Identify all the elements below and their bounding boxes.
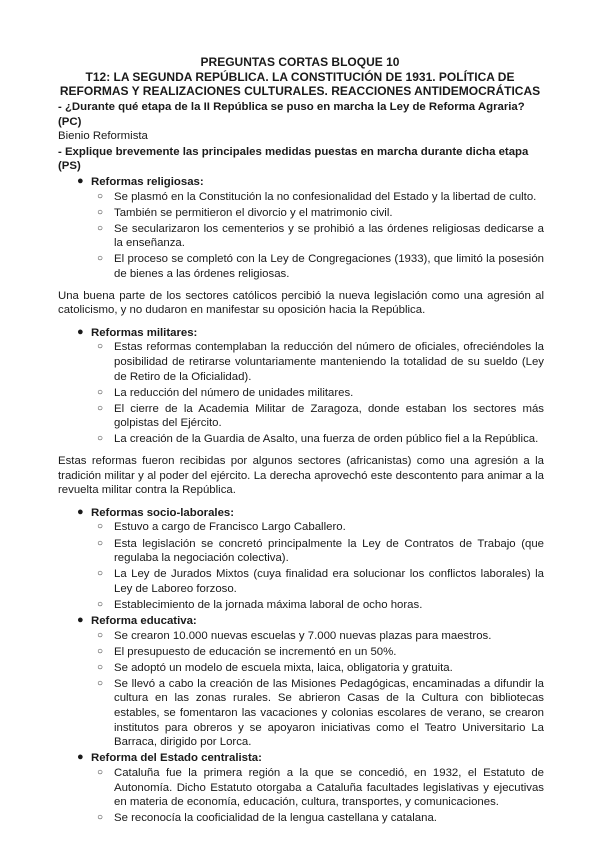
circle-bullet-icon: ○ — [97, 222, 104, 234]
section-title: Reformas socio-laborales: — [91, 506, 235, 519]
list-item: ○ La reducción del número de unidades militares. — [97, 386, 354, 399]
bullet-icon: ● — [77, 174, 84, 187]
circle-bullet-icon: ○ — [97, 598, 104, 610]
section-title: Reforma educativa: — [91, 615, 197, 627]
section-religious — [58, 175, 544, 318]
list-item: ○ Se adoptó un modelo de escuela mixta, laica, obligatoria y gratuita. — [97, 661, 453, 674]
list-item: ○ También se permitieron el divorcio y el matrimonio civil. — [97, 206, 393, 219]
section-items — [91, 340, 544, 447]
bullet-icon: ● — [77, 751, 84, 764]
circle-bullet-icon: ○ — [97, 677, 104, 689]
list-item: ○ Estuvo a cargo de Francisco Largo Caballero. — [97, 521, 346, 534]
measures-list — [58, 175, 544, 826]
question-2: - Explique brevemente las principales medidas puestas en marcha durante dicha etapa (PS) — [58, 145, 529, 173]
list-item: ○ La creación de la Guardia de Asalto, una fuerza de orden público fiel a la República. — [97, 433, 539, 446]
section-education — [58, 614, 544, 750]
bullet-icon: ● — [77, 505, 84, 518]
answer-1: Bienio Reformista — [58, 130, 148, 143]
circle-bullet-icon: ○ — [97, 253, 104, 265]
circle-bullet-icon: ○ — [97, 537, 104, 549]
header-topic-line-2: REFORMAS Y REALIZACIONES CULTURALES. REACCIONES ANTIDEMOCRÁTICAS — [59, 84, 541, 98]
list-item: ○ La Ley de Jurados Mixtos (cuya finalidad era solucionar los conflictos laborales) la Ley de Laboreo forzoso. — [97, 568, 544, 595]
circle-bullet-icon: ○ — [97, 766, 104, 778]
circle-bullet-icon: ○ — [97, 402, 104, 414]
list-item: ○ Se llevó a cabo la creación de las Misiones Pedagógicas, encaminadas a difundir la cultura en las zonas rurales. Se abrieron Casas de la Cultura con bibliotecas estables, se fomentaron las vacaciones y colonias escolares de verano, se crearon institutos para obreros y se apoyaron iniciativas como el Teatro Universitario La Barraca, dirigido por Lorca. — [97, 677, 544, 749]
list-item: ○ El cierre de la Academia Militar de Zaragoza, donde estaban los sectores más golpistas del Ejército. — [97, 402, 544, 430]
section-title: Reformas religiosas: — [91, 175, 204, 188]
circle-bullet-icon: ○ — [97, 190, 104, 202]
circle-bullet-icon: ○ — [97, 568, 104, 580]
section-centralist-state — [58, 751, 544, 825]
section-paragraph: Una buena parte de los sectores católicos percibió la nueva legislación como una agresión al catolicismo, y no dudaron en manifestar su oposición hacia la República. — [58, 289, 544, 317]
section-title: Reformas militares: — [91, 326, 198, 339]
list-item: ○ Esta legislación se concretó principalmente la Ley de Contratos de Trabajo (que regulaba la negociación colectiva). — [97, 537, 544, 565]
document-header — [0, 55, 600, 99]
circle-bullet-icon: ○ — [97, 812, 104, 824]
list-item: ○ Cataluña fue la primera región a la que se concedió, en 1932, el Estatuto de Autonomía. Dicho Estatuto otorgaba a Cataluña facultades legislativas y ejecutivas en materia de economía, educación, cultura, transportes, y comunicaciones. — [97, 766, 544, 809]
section-title: Reforma del Estado centralista: — [91, 752, 262, 765]
section-paragraph: Estas reformas fueron recibidas por algunos sectores (africanistas) como una agresión a la tradición militar y al poder del ejército. La derecha aprovechó este descontento para animar a la revuelta militar contra la República. — [58, 455, 544, 497]
list-item: ○ Se secularizaron los cementerios y se prohibió a las órdenes religiosas dedicarse a la enseñanza. — [97, 222, 544, 250]
section-socio-labor — [58, 506, 544, 613]
list-item: ○ Establecimiento de la jornada máxima laboral de ocho horas. — [97, 598, 423, 611]
section-items — [91, 190, 544, 282]
circle-bullet-icon: ○ — [97, 645, 104, 657]
circle-bullet-icon: ○ — [97, 629, 104, 641]
list-item: ○ Estas reformas contemplaban la reducción del número de oficiales, ofreciéndoles la posibilidad de retirarse voluntariamente manteniendo la totalidad de su sueldo (Ley de Retiro de la Oficialidad). — [97, 341, 544, 383]
list-item: ○ Se reconocía la cooficialidad de la lengua castellana y catalana. — [97, 812, 437, 825]
circle-bullet-icon: ○ — [97, 206, 104, 218]
document-body — [58, 100, 544, 827]
circle-bullet-icon: ○ — [97, 433, 104, 445]
circle-bullet-icon: ○ — [97, 521, 104, 533]
section-items — [91, 629, 544, 750]
list-item: ○ Se crearon 10.000 nuevas escuelas y 7.000 nuevas plazas para maestros. — [97, 629, 492, 642]
circle-bullet-icon: ○ — [97, 661, 104, 673]
list-item: ○ El presupuesto de educación se incrementó en un 50%. — [97, 645, 397, 658]
circle-bullet-icon: ○ — [97, 386, 104, 398]
section-military — [58, 326, 544, 498]
header-topic-line-1: T12: LA SEGUNDA REPÚBLICA. LA CONSTITUCIÓN DE 1931. POLÍTICA DE — [85, 69, 515, 84]
question-1: - ¿Durante qué etapa de la II República se puso en marcha la Ley de Reforma Agraria? (PC) — [58, 101, 525, 128]
section-items — [91, 520, 544, 612]
list-item: ○ El proceso se completó con la Ley de Congregaciones (1933), que limitó la posesión de bienes a las órdenes religiosas. — [97, 253, 544, 281]
header-title: PREGUNTAS CORTAS BLOQUE 10 — [200, 55, 400, 69]
circle-bullet-icon: ○ — [97, 341, 104, 353]
list-item: ○ Se plasmó en la Constitución la no confesionalidad del Estado y la libertad de culto. — [97, 190, 537, 203]
bullet-icon: ● — [77, 325, 84, 338]
section-items — [91, 766, 544, 826]
bullet-icon: ● — [77, 614, 84, 626]
